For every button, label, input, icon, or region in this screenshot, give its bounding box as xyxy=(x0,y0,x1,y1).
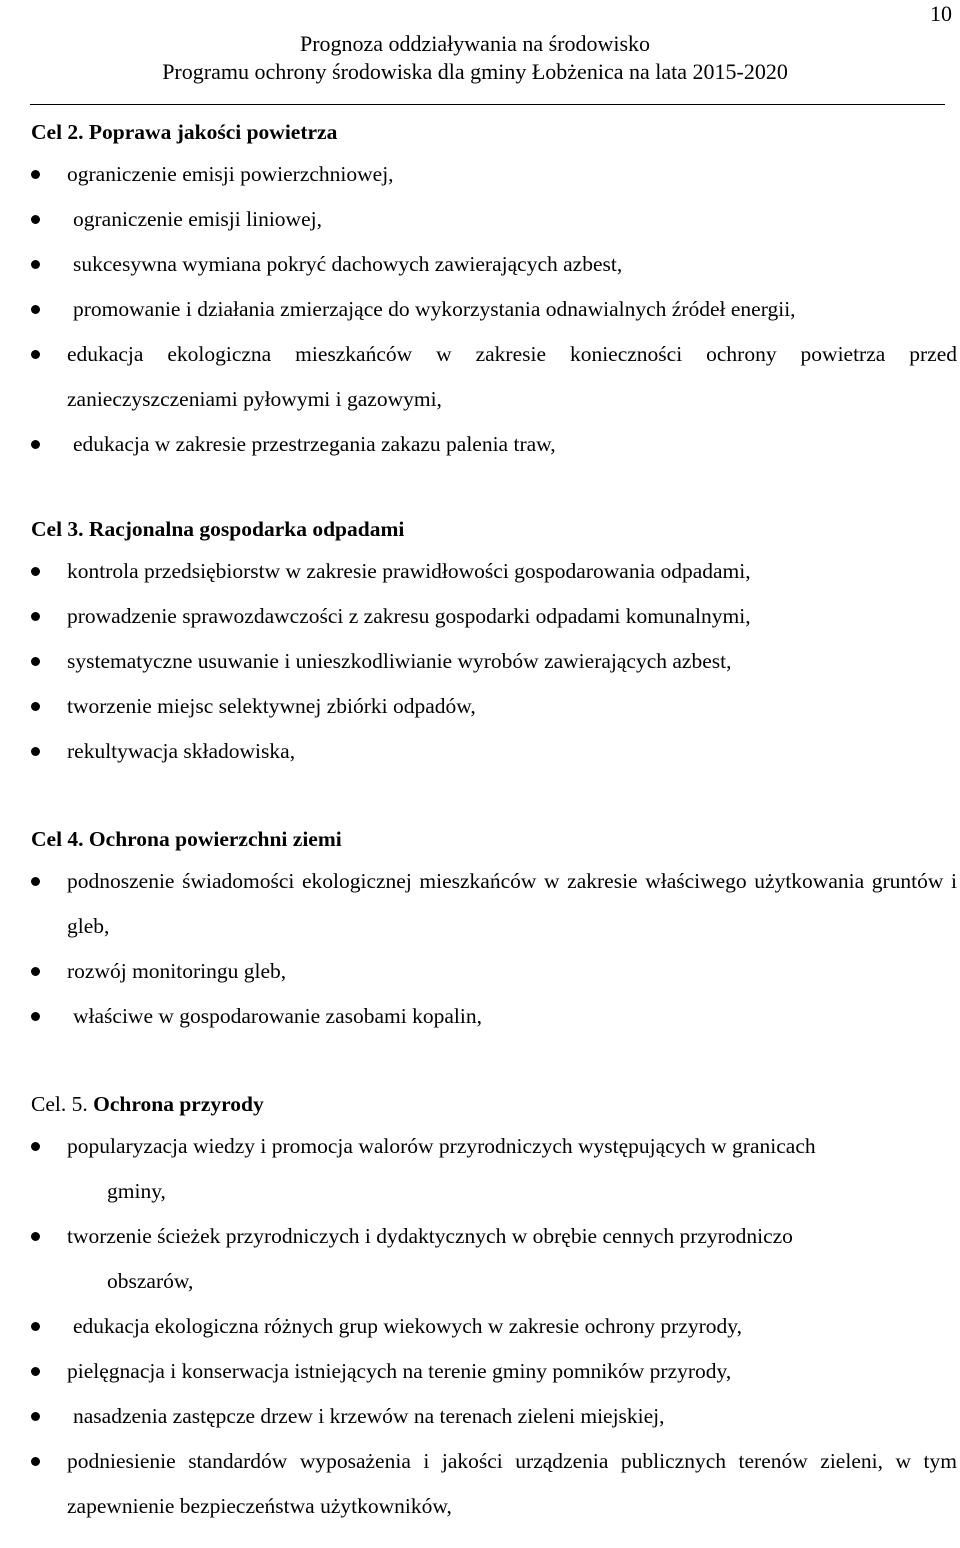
section-title: Racjonalna gospodarka odpadami xyxy=(88,517,405,541)
header-subtitle: Programu ochrony środowiska dla gminy Łobżenica na lata 2015-2020 xyxy=(162,59,788,84)
list-item xyxy=(31,422,957,467)
spacer xyxy=(31,467,957,509)
list-item-text: systematyczne usuwanie i unieszkodliwianie wyrobów zawierających azbest, xyxy=(67,649,732,673)
bullet-icon xyxy=(31,1457,40,1466)
bullet-icon xyxy=(31,170,40,179)
list-item xyxy=(31,684,957,729)
bullet-icon xyxy=(31,612,40,621)
goal-list-cel-2 xyxy=(31,152,957,467)
list-item xyxy=(31,729,957,774)
goal-list-cel-4 xyxy=(31,859,957,1039)
list-item xyxy=(31,242,957,287)
list-item-text: edukacja w zakresie przestrzegania zakazu palenia traw, xyxy=(73,432,556,456)
spacer xyxy=(31,1039,957,1084)
list-item xyxy=(31,549,957,594)
bullet-icon xyxy=(31,877,40,886)
bullet-icon xyxy=(31,440,40,449)
page-number: 10 xyxy=(930,1,952,26)
list-item xyxy=(31,152,957,197)
list-item xyxy=(31,639,957,684)
section-label: Cel 4. xyxy=(31,827,84,851)
bullet-icon xyxy=(31,215,40,224)
section-title: Poprawa jakości powietrza xyxy=(88,120,338,144)
bullet-icon xyxy=(31,1367,40,1376)
bullet-icon xyxy=(31,567,40,576)
list-item xyxy=(31,1394,957,1439)
bullet-icon xyxy=(31,1412,40,1421)
list-item-text: rekultywacja składowiska, xyxy=(67,739,296,763)
list-item-text: podnoszenie świadomości ekologicznej mieszkańców w zakresie właściwego użytkowania gruntów i gleb, xyxy=(67,869,957,938)
section-label: Cel 3. xyxy=(31,517,84,541)
list-item-continuation: gminy, xyxy=(107,1179,166,1203)
bullet-icon xyxy=(31,260,40,269)
list-item xyxy=(31,949,957,994)
list-item xyxy=(31,1214,957,1304)
list-item-text: ograniczenie emisji liniowej, xyxy=(73,207,322,231)
bullet-icon xyxy=(31,305,40,314)
section-heading-cel-3 xyxy=(31,509,957,549)
goal-list-cel-5 xyxy=(31,1124,957,1529)
list-item xyxy=(31,332,957,422)
list-item xyxy=(31,1349,957,1394)
list-item-text: pielęgnacja i konserwacja istniejących na terenie gminy pomników przyrody, xyxy=(67,1359,732,1383)
bullet-icon xyxy=(31,1322,40,1331)
bullet-icon xyxy=(31,1142,40,1151)
goal-list-cel-3 xyxy=(31,549,957,774)
bullet-icon xyxy=(31,747,40,756)
section-label: Cel 2. xyxy=(31,120,84,144)
bullet-icon xyxy=(31,1012,40,1021)
list-item-text: podniesienie standardów wyposażenia i jakości urządzenia publicznych terenów zieleni, w tym zapewnienie bezpieczeństwa użytkowników, xyxy=(67,1449,957,1518)
list-item-text: tworzenie miejsc selektywnej zbiórki odpadów, xyxy=(67,694,476,718)
header-divider xyxy=(30,104,945,105)
document-header xyxy=(0,30,950,86)
document-body xyxy=(31,112,957,1529)
list-item-text: nasadzenia zastępcze drzew i krzewów na terenach zieleni miejskiej, xyxy=(73,1404,665,1428)
list-item-text: sukcesywna wymiana pokryć dachowych zawierających azbest, xyxy=(73,252,623,276)
bullet-icon xyxy=(31,657,40,666)
list-item-text: promowanie i działania zmierzające do wykorzystania odnawialnych źródeł energii, xyxy=(73,297,796,321)
list-item-text: ograniczenie emisji powierzchniowej, xyxy=(67,162,394,186)
list-item xyxy=(31,994,957,1039)
bullet-icon xyxy=(31,967,40,976)
list-item xyxy=(31,287,957,332)
list-item-continuation: obszarów, xyxy=(107,1269,194,1293)
section-label: Cel. 5. xyxy=(31,1092,88,1116)
bullet-icon xyxy=(31,1232,40,1241)
list-item xyxy=(31,1124,957,1214)
list-item-text: rozwój monitoringu gleb, xyxy=(67,959,287,983)
list-item xyxy=(31,1439,957,1529)
list-item-text: kontrola przedsiębiorstw w zakresie prawidłowości gospodarowania odpadami, xyxy=(67,559,751,583)
bullet-icon xyxy=(31,350,40,359)
list-item xyxy=(31,859,957,949)
list-item-text: edukacja ekologiczna różnych grup wiekowych w zakresie ochrony przyrody, xyxy=(73,1314,743,1338)
section-heading-cel-5 xyxy=(31,1084,957,1124)
list-item-text: tworzenie ścieżek przyrodniczych i dydaktycznych w obrębie cennych przyrodniczo xyxy=(67,1224,793,1248)
section-title: Ochrona powierzchni ziemi xyxy=(88,827,342,851)
section-heading-cel-4 xyxy=(31,819,957,859)
list-item xyxy=(31,197,957,242)
list-item-text: popularyzacja wiedzy i promocja walorów przyrodniczych występujących w granicach xyxy=(67,1134,816,1158)
bullet-icon xyxy=(31,702,40,711)
section-heading-cel-2 xyxy=(31,112,957,152)
header-title: Prognoza oddziaływania na środowisko xyxy=(299,31,651,56)
list-item xyxy=(31,594,957,639)
list-item-text: prowadzenie sprawozdawczości z zakresu gospodarki odpadami komunalnymi, xyxy=(67,604,751,628)
list-item-text: właściwe w gospodarowanie zasobami kopalin, xyxy=(73,1004,482,1028)
list-item-text: edukacja ekologiczna mieszkańców w zakresie konieczności ochrony powietrza przed zanieczyszczeniami pyłowymi i gazowymi, xyxy=(67,342,957,411)
spacer xyxy=(31,774,957,819)
list-item xyxy=(31,1304,957,1349)
section-title: Ochrona przyrody xyxy=(93,1092,264,1116)
